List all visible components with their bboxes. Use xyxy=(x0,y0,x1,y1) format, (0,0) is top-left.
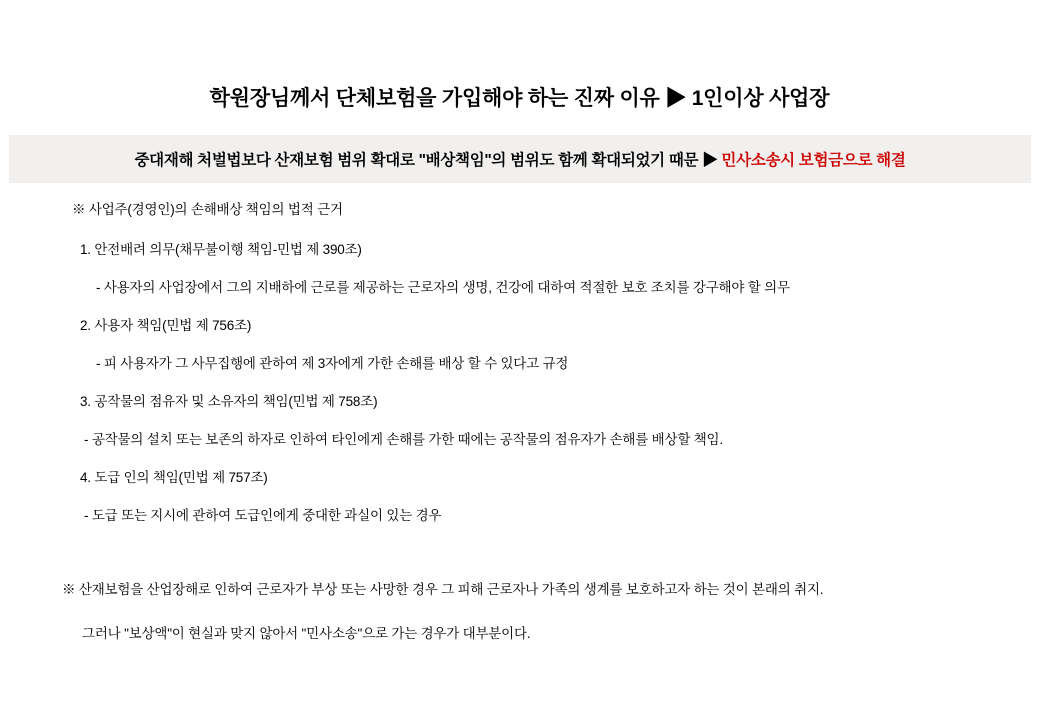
list-item-detail-2: - 피 사용자가 그 사무집행에 관하여 제 3자에게 가한 손해를 배상 할 수 있다고 규정 xyxy=(96,356,569,371)
footer-content xyxy=(0,578,1039,642)
footer-line-2: 그러나 "보상액"이 현실과 맞지 않아서 "민사소송"으로 가는 경우가 대부분이다. xyxy=(82,626,531,641)
list-item-detail-3: - 공작물의 설치 또는 보존의 하자로 인하여 타인에게 손해를 가한 때에는 공작물의 점유자가 손해를 배상할 책임. xyxy=(84,432,723,447)
list-item-heading-3: 3. 공작물의 점유자 및 소유자의 책임(민법 제 758조) xyxy=(80,394,378,409)
list-item-heading-2: 2. 사용자 책임(민법 제 756조) xyxy=(80,318,252,333)
subtitle-main-text: 중대재해 처벌법보다 산재보험 범위 확대로 "배상책임"의 범위도 함께 확대되었기 때문 ▶ xyxy=(134,152,722,169)
list-item-detail-1: - 사용자의 사업장에서 그의 지배하에 근로를 제공하는 근로자의 생명, 건강에 대하여 적절한 보호 조치를 강구해야 할 의무 xyxy=(96,280,790,295)
subtitle-banner xyxy=(9,135,1031,183)
list-item-heading-1: 1. 안전배려 의무(채무불이행 책임-민법 제 390조) xyxy=(80,242,362,257)
subtitle-text xyxy=(134,148,905,170)
page-title: 학원장님께서 단체보험을 가입해야 하는 진짜 이유 ▶ 1인이상 사업장 xyxy=(209,87,830,110)
list-item-heading-4: 4. 도급 인의 책임(민법 제 757조) xyxy=(80,470,268,485)
list-item-detail-4: - 도급 또는 지시에 관하여 도급인에게 중대한 과실이 있는 경우 xyxy=(84,508,442,523)
subtitle-accent-text: 민사소송시 보험금으로 해결 xyxy=(721,152,906,169)
footer-line-1: ※ 산재보험을 산업장해로 인하여 근로자가 부상 또는 사망한 경우 그 피해 근로자나 가족의 생계를 보호하고자 하는 것이 본래의 취지. xyxy=(62,582,824,597)
section-heading: ※ 사업주(경영인)의 손해배상 책임의 법적 근거 xyxy=(72,202,343,217)
body-content xyxy=(0,198,1039,542)
